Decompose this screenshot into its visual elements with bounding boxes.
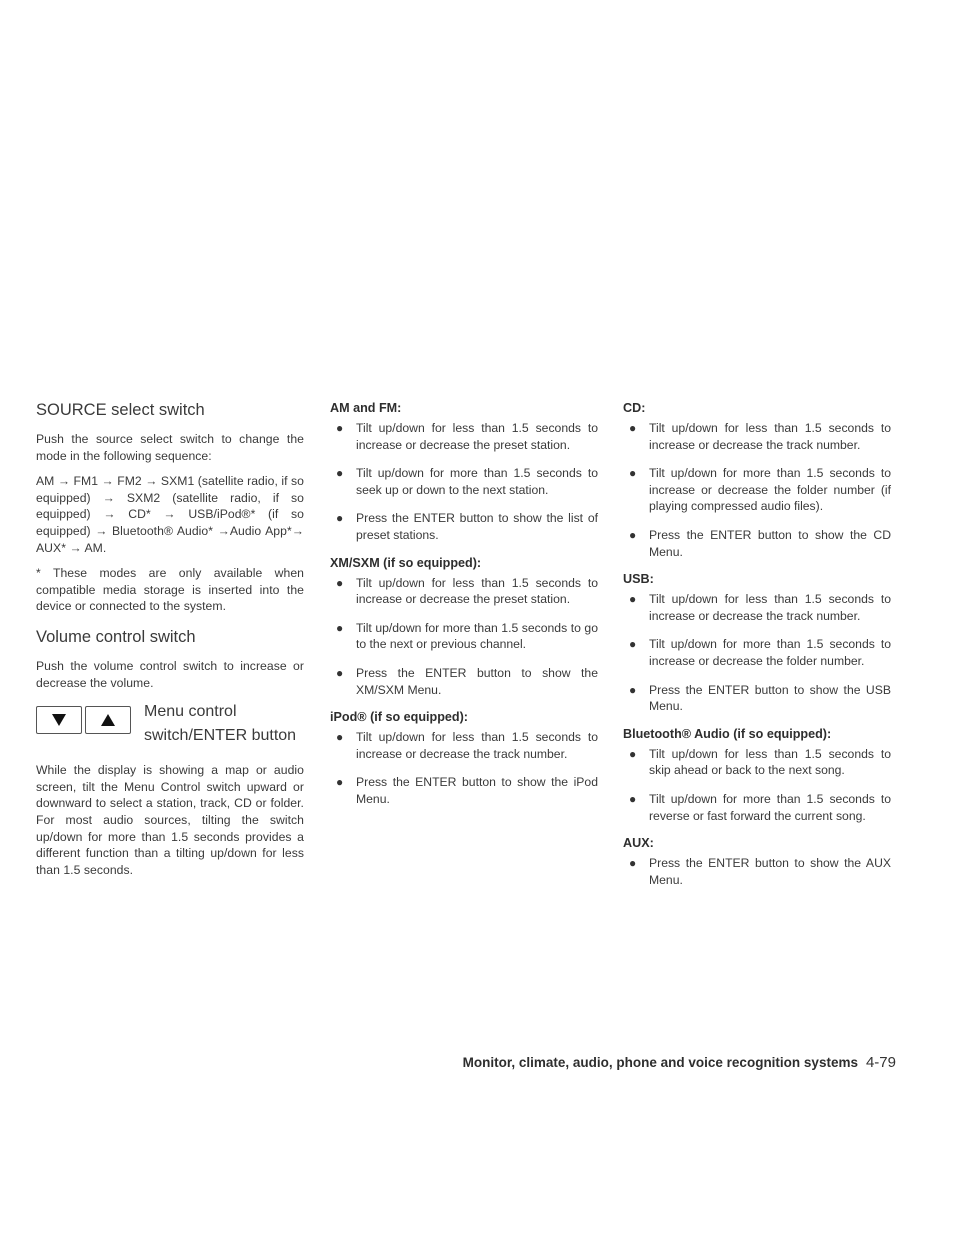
list-item: ● Tilt up/down for less than 1.5 seconds to increase or decrease the preset station.: [336, 421, 598, 452]
cd-heading: CD:: [623, 401, 646, 415]
bullet-icon: ●: [629, 466, 637, 481]
menu-control-heading: [36, 700, 304, 748]
bullet-icon: ●: [629, 527, 637, 542]
menu-control-title: [144, 700, 296, 748]
bullet-icon: ●: [629, 637, 637, 652]
ipod-heading: iPod® (if so equipped):: [330, 710, 469, 725]
page-number: 4-79: [865, 1054, 896, 1071]
list-item: ● Tilt up/down for more than 1.5 seconds to go to the next or previous channel.: [336, 620, 598, 652]
list-item: ● Tilt up/down for less than 1.5 seconds to skip ahead or back to the next song.: [629, 746, 891, 778]
bullet-icon: ●: [336, 511, 344, 526]
chapter-title: Monitor, climate, audio, phone and voice recognition systems: [462, 1055, 858, 1070]
aux-group: [623, 836, 891, 888]
list-item: ● Tilt up/down for less than 1.5 seconds to increase or decrease the track number.: [629, 592, 891, 623]
list-item: ● Press the ENTER button to show the iPod Menu.: [336, 775, 598, 806]
source-sequence: AM → FM1 → FM2 → SXM1 (satellite radio, if so equipped) → SXM2 (satellite radio, if so equipped) → CD* → USB/iPod®* (if so equipped) → Bluetooth® Audio* →Audio App*→ AUX* → AM.: [36, 474, 304, 555]
menu-title-line2: switch/ENTER button: [144, 727, 297, 745]
list-item: ● Press the ENTER button to show the XM/SXM Menu.: [336, 665, 598, 697]
bullet-icon: ●: [629, 421, 637, 435]
list-item: ● Tilt up/down for more than 1.5 seconds to increase or decrease the folder number.: [629, 637, 891, 668]
source-intro: Push the source select switch to change the mode in the following sequence:: [36, 432, 304, 463]
source-select-title: SOURCE select switch: [36, 401, 205, 419]
source-note: * These modes are only available when compatible media storage is inserted into the device or connected to the system.: [36, 566, 304, 614]
ipod-group: [330, 710, 598, 807]
list-item: ● Press the ENTER button to show the AUX Menu.: [629, 856, 891, 887]
volume-text: Push the volume control switch to increase or decrease the volume.: [36, 658, 304, 690]
list-item: ● Tilt up/down for less than 1.5 seconds to increase or decrease the track number.: [629, 421, 891, 452]
page-footer: [463, 1054, 896, 1071]
bullet-icon: ●: [336, 665, 344, 680]
list-item: ● Tilt up/down for less than 1.5 seconds to increase or decrease the preset station.: [336, 575, 598, 607]
bullet-icon: ●: [336, 466, 344, 481]
bullet-icon: ●: [629, 682, 637, 697]
bullet-icon: ●: [336, 775, 344, 790]
am-fm-group: [330, 401, 598, 544]
left-column: [36, 401, 304, 887]
menu-title-line1: Menu control: [144, 703, 237, 721]
menu-control-text: While the display is showing a map or audio screen, tilt the Menu Control switch upward or downward to select a station, track, CD or folder. For most audio sources, tilting the switch up/down for more than 1.5 seconds provides a different function than a tilting up/down for less than 1.5 seconds.: [36, 763, 304, 877]
bullet-icon: ●: [336, 421, 344, 435]
right-column: [623, 401, 891, 900]
bullet-icon: ●: [629, 592, 637, 607]
list-item: ● Tilt up/down for more than 1.5 seconds to increase or decrease the folder number (if playing compressed audio files).: [629, 466, 891, 514]
xm-sxm-heading: XM/SXM (if so equipped):: [330, 555, 482, 570]
bullet-icon: ●: [336, 620, 344, 635]
list-item: ● Tilt up/down for less than 1.5 seconds to increase or decrease the track number.: [336, 730, 598, 761]
bullet-icon: ●: [336, 575, 344, 590]
list-item: ● Press the ENTER button to show the USB Menu.: [629, 682, 891, 714]
up-arrow-key-icon: [85, 706, 131, 734]
down-arrow-key-icon: [36, 706, 82, 734]
list-item: ● Press the ENTER button to show the list of preset stations.: [336, 511, 598, 542]
am-fm-heading: AM and FM:: [330, 401, 402, 415]
bluetooth-group: [623, 727, 891, 824]
bullet-icon: ●: [629, 791, 637, 806]
volume-control-title: Volume control switch: [36, 627, 196, 646]
middle-column: [330, 401, 598, 820]
list-item: ● Tilt up/down for more than 1.5 seconds to reverse or fast forward the current song.: [629, 791, 891, 823]
usb-heading: USB:: [623, 572, 654, 587]
usb-group: [623, 572, 891, 715]
aux-heading: AUX:: [623, 836, 654, 851]
bullet-icon: ●: [629, 746, 637, 761]
cd-group: [623, 401, 891, 560]
list-item: ● Tilt up/down for more than 1.5 seconds to seek up or down to the next station.: [336, 466, 598, 497]
bullet-icon: ●: [336, 730, 344, 745]
xm-sxm-group: [330, 556, 598, 699]
list-item: ● Press the ENTER button to show the CD Menu.: [629, 527, 891, 559]
bluetooth-heading: Bluetooth® Audio (if so equipped):: [623, 726, 832, 741]
bullet-icon: ●: [629, 856, 637, 871]
